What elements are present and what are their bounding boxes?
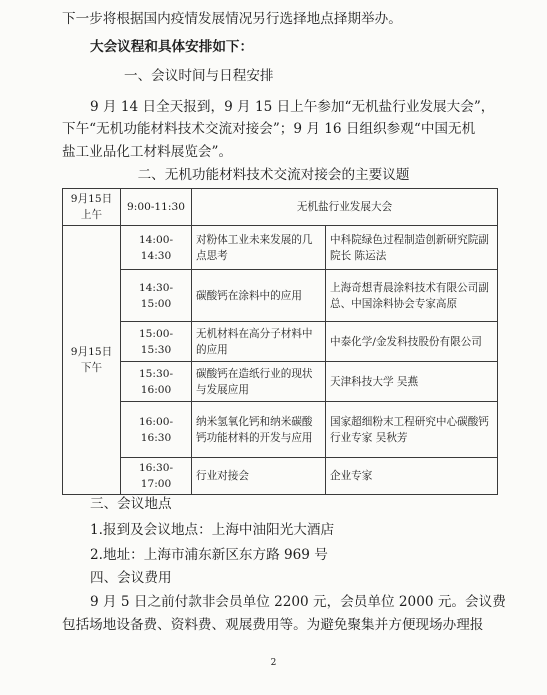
speaker-cell: 上海奇想青晨涂料技术有限公司副总、中国涂料协会专家高原 [326,270,498,322]
table-row [63,458,498,495]
section1-title: 一、会议时间与日程安排 [124,68,274,84]
speaker-cell: 中科院绿色过程制造创新研究院副院长 陈运法 [326,226,498,270]
page-number: 2 [270,658,277,668]
schedule-table [62,188,498,495]
section1-para-line2: 下午“无机功能材料技术交流对接会”；9 月 16 日组织参观“中国无机 [62,121,476,137]
morning-date-cell: 9月15日上午 [63,189,121,226]
venue-item: 1.报到及会议地点：上海中油阳光大酒店 [90,522,335,538]
speaker-cell: 天津科技大学 吴燕 [326,362,498,402]
afternoon-date-cell: 9月15日下午 [63,226,121,495]
time-cell: 15:30-16:00 [121,362,192,402]
section4-para-line1: 9 月 5 日之前付款非会员单位 2200 元，会员单位 2000 元。会议费 [90,594,506,610]
table-row [63,402,498,458]
table-row [63,270,498,322]
speaker-cell: 国家超细粉末工程研究中心碳酸钙行业专家 吴秋芳 [326,402,498,458]
table-row [63,322,498,362]
time-cell: 16:30-17:00 [121,458,192,495]
morning-time-cell: 9:00-11:30 [121,189,192,226]
table-row [63,362,498,402]
speaker-cell: 企业专家 [326,458,498,495]
morning-event-cell: 无机盐行业发展大会 [192,189,498,226]
time-cell: 14:00-14:30 [121,226,192,270]
time-cell: 16:00-16:30 [121,402,192,458]
topic-cell: 碳酸钙在造纸行业的现状与发展应用 [192,362,326,402]
topic-cell: 纳米氢氧化钙和纳米碳酸钙功能材料的开发与应用 [192,402,326,458]
address-item: 2.地址：上海市浦东新区东方路 969 号 [90,547,328,563]
section2-title: 二、无机功能材料技术交流对接会的主要议题 [137,167,410,183]
topic-cell: 碳酸钙在涂料中的应用 [192,270,326,322]
speaker-cell: 中泰化学/金发科技股份有限公司 [326,322,498,362]
table-row [63,189,498,226]
section4-para-line2: 包括场地设备费、资料费、观展费用等。为避免聚集并方便现场办理报 [62,617,484,633]
topic-cell: 对粉体工业未来发展的几点思考 [192,226,326,270]
time-cell: 15:00-15:30 [121,322,192,362]
section3-title: 三、会议地点 [90,496,172,512]
topic-cell: 无机材料在高分子材料中的应用 [192,322,326,362]
table-row [63,226,498,270]
topic-cell: 行业对接会 [192,458,326,495]
agenda-heading: 大会议程和具体安排如下： [90,39,254,55]
intro-line: 下一步将根据国内疫情发展情况另行选择地点择期举办。 [62,11,402,27]
time-cell: 14:30-15:00 [121,270,192,322]
section1-para-line1: 9 月 14 日全天报到，9 月 15 日上午参加“无机盐行业发展大会”， [90,99,495,115]
section1-para-line3: 盐工业品化工材料展览会”。 [62,144,233,160]
section4-title: 四、会议费用 [90,570,172,586]
